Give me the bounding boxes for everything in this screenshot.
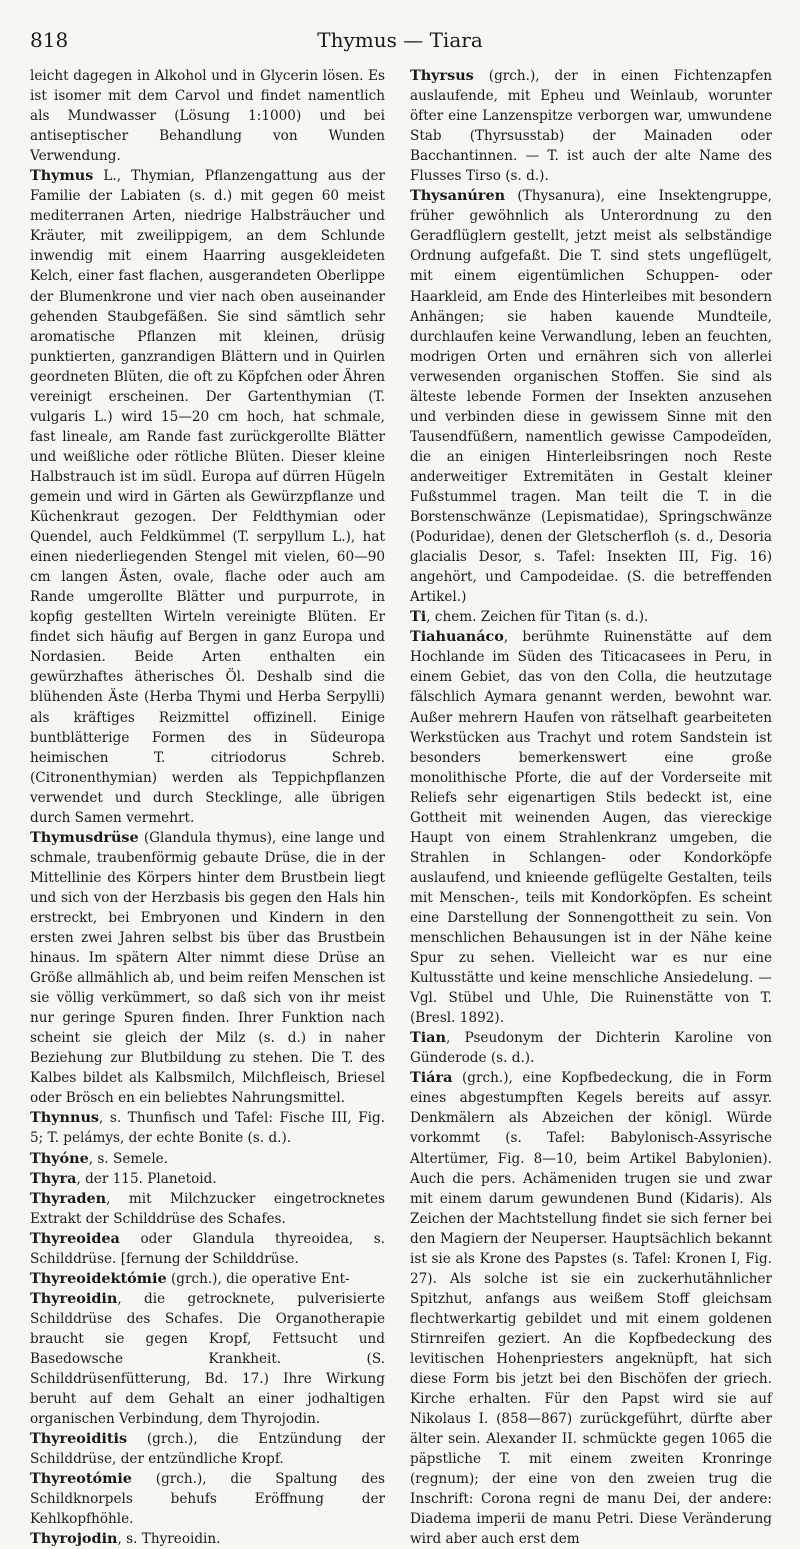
entry	[30, 828, 385, 1109]
entry-body: , s. Semele.	[88, 1150, 169, 1167]
entry-headword: Thyreoidektómie	[30, 1269, 167, 1287]
entry-headword: Tiára	[410, 1069, 453, 1087]
entry-body: , s. Thyreoidin.	[117, 1531, 221, 1548]
entry	[410, 186, 772, 607]
entry	[30, 1169, 385, 1189]
entry-body: , die getrocknete, pulverisierte Schilddrüse des Schafes. Die Organotherapie braucht sie gegen Kropf, Fettsucht und Basedowsche Krankheit. (S. Schilddrüsenfütterung, Bd. 17.) Ihre Wirkung beruht auf dem Gehalt an einer jodhaltigen organischen Verbindung, dem Thyrojodin.	[30, 1290, 385, 1428]
entry-body: (grch.), der in einen Fichtenzapfen auslaufende, mit Epheu und Weinlaub, worunter öfter eine Lanzenspitze verborgen war, umwundene Stab (Thyrsusstab) der Mainaden oder Bacchantinnen. — T. ist auch der alte Name des Flusses Tirso (s. d.).	[410, 68, 772, 185]
entry-headword: Thysanúren	[410, 187, 506, 205]
entry	[30, 1269, 385, 1289]
entry-body: , mit Milchzucker eingetrocknetes Extrakt der Schilddrüse des Schafes.	[30, 1190, 385, 1227]
entry-headword: Thyrojodin	[30, 1530, 118, 1548]
entry	[410, 607, 772, 627]
entry	[30, 1289, 385, 1429]
entry-headword: Thynnus	[30, 1109, 100, 1127]
entry-headword: Thyra	[30, 1169, 77, 1187]
entry-body: (grch.), die Entzündung der Schilddrüse, der entzündliche Kropf.	[30, 1431, 385, 1468]
entry-headword: Thymusdrüse	[30, 828, 139, 846]
entry-body: oder Glandula thyreoidea, s. Schilddrüse. [fernung der Schilddrüse.	[30, 1230, 386, 1267]
entry-headword: Ti	[410, 608, 427, 626]
entry	[30, 1469, 385, 1529]
entry-body: (grch.), die Spaltung des Schildknorpels behufs Eröffnung der Kehlkopfhöhle.	[30, 1471, 385, 1528]
entry-headword: Thyraden	[30, 1189, 107, 1207]
entry	[30, 166, 385, 828]
entry-headword: Thyrsus	[410, 67, 474, 84]
entry-body: L., Thymian, Pflanzengattung aus der Familie der Labiaten (s. d.) mit gegen 60 meist mediterranen Arten, niedrige Halbsträucher und Kräuter, mit zweilippigem, an dem Schlunde inwendig mit einem Haarring ausgekleideten Kelch, einer fast flachen, ausgerandeten Oberlippe der Blumenkrone und vier nach oben auseinander gehenden Staubgefäßen. Sie sind sämtlich sehr aromatische Pflanzen mit kleinen, drüsig punktierten, ganzrandigen Blättern und in Quirlen geordneten Blüten, die oft zu Köpfchen oder Ähren vereinigt erscheinen. Der Gartenthymian (T. vulgaris L.) wird 15—20 cm hoch, hat schmale, fast lineale, am Rande fast zurückgerollte Blätter und weißliche oder rötliche Blüten. Dieser kleine Halbstrauch ist im südl. Europa auf dürren Hügeln gemein und wird in Gärten als Gewürzpflanze und Küchenkraut gezogen. Der Feldthymian oder Quendel, auch Feldkümmel (T. serpyllum L.), hat einen niederliegenden Stengel mit vielen, 60—90 cm langen Ästen, ovale, flache oder auch am Rande umgerollte Blätter und purpurrote, in kopfig gestellten Wirteln vereinigte Blüten. Er findet sich häufig auf Bergen in ganz Europa und Nordasien. Beide Arten enthalten ein gewürzhaftes ätherisches Öl. Deshalb sind die blühenden Äste (Herba Thymi und Herba Serpylli) als kräftiges Reizmittel offizinell. Einige buntblätterige Formen des in Südeuropa heimischen T. citriodorus Schreb. (Citronenthymian) werden als Teppichpflanzen verwendet und durch Stecklinge, alle übrigen durch Samen vermehrt.	[30, 168, 386, 826]
entry	[30, 1108, 385, 1148]
right-column	[410, 66, 772, 1549]
entry	[410, 627, 772, 1028]
entry-headword: Thyreoiditis	[30, 1430, 128, 1448]
entry	[410, 1028, 772, 1068]
entry	[410, 1068, 772, 1549]
running-title: Thymus — Tiara	[317, 28, 483, 52]
entry	[30, 1229, 385, 1269]
entry-body: leicht dagegen in Alkohol und in Glycerin lösen. Es ist isomer mit dem Carvol und findet namentlich als Mundwasser (Lösung 1:1000) und bei antiseptischer Behandlung von Wunden Verwendung.	[30, 68, 385, 165]
entry-body: , Pseudonym der Dichterin Karoline von Günderode (s. d.).	[410, 1030, 772, 1067]
entry	[30, 1149, 385, 1169]
entry	[30, 1429, 385, 1469]
entry-headword: Thymus	[30, 167, 94, 185]
left-column	[30, 66, 385, 1549]
entry	[30, 1529, 385, 1549]
entry-body: , berühmte Ruinenstätte auf dem Hochlande im Süden des Titicacasees in Peru, in einem Gebiet, das von den Colla, die heutzutage fälschlich Aymara genannt werden, bewohnt war. Außer mehrern Haufen von rätselhaft gearbeiteten Werkstücken aus Trachyt und rotem Sandstein ist besonders bemerkenswert eine große monolithische Pforte, die auf der Vorderseite mit Reliefs sehr eigenartigen Stils bedeckt ist, eine Gottheit mit weinenden Augen, das viereckige Haupt von einem Strahlenkranz umgeben, die Strahlen in Schlangen- oder Kondorköpfe auslaufend, und knieende geflügelte Gestalten, teils mit Menschen-, teils mit Kondorköpfen. Es scheint eine Darstellung der Sonnengottheit zu sein. Von menschlichen Behausungen ist in der Nähe keine Spur zu sehen. Vielleicht war es nur eine Kultusstätte und keine menschliche Ansiedelung. — Vgl. Stübel und Uhle, Die Ruinenstätte von T. (Bresl. 1892).	[410, 629, 772, 1027]
entry-headword: Thyóne	[30, 1149, 89, 1167]
page-header	[30, 18, 770, 52]
entry	[410, 66, 772, 186]
entry-body: (Glandula thymus), eine lange und schmale, traubenförmig gebaute Drüse, die in der Mittellinie des Körpers hinter dem Brustbein liegt und sich von der Herzbasis bis gegen den Hals hin erstreckt, bei Embryonen und Kindern in den ersten zwei Jahren selbst bis über das Brustbein hinaus. Im spätern Alter nimmt diese Drüse an Größe allmählich ab, und beim reifen Menschen ist sie völlig verkümmert, so daß sich von ihr meist nur geringe Spuren finden. Ihrer Funktion nach scheint sie gleich der Milz (s. d.) in naher Beziehung zur Blutbildung zu stehen. Die T. des Kalbes bildet als Kalbsmilch, Milchfleisch, Briesel oder Brösch en ein beliebtes Nahrungsmittel.	[30, 829, 385, 1107]
entry-body: , chem. Zeichen für Titan (s. d.).	[426, 609, 649, 626]
entry-body: (grch.), eine Kopfbedeckung, die in Form eines abgestumpften Kegels bereits auf assyr. Denkmälern als Abzeichen der königl. Würde vorkommt (s. Tafel: Babylonisch-Assyrische Altertümer, Fig. 8—10, beim Artikel Babylonien). Auch die pers. Achämeniden trugen sie und zwar mit einem darum gewundenen Bund (Kidaris). Als Zeichen der Machtstellung findet sie sich ferner bei den Magiern der Neuperser. Hauptsächlich bekannt ist sie als Krone des Papstes (s. Tafel: Kronen I, Fig. 27). Als solche ist sie ein zuckerhutähnlicher Spitzhut, anfangs aus weißem Stoff gleichsam flechtwerkartig gebildet und mit einem goldenen Stirnreifen geziert. An die Kopfbedeckung des levitischen Hohenpriesters angeknüpft, hat sich diese Form bis jetzt bei den Bischöfen der griech. Kirche erhalten. Für den Papst wird sie auf Nikolaus I. (858—867) zurückgeführt, dürfte aber älter sein. Alexander II. schmückte gegen 1065 die päpstliche T. mit einem zweiten Kronringe (regnum); der eine von den zweien trug die Inschrift: Corona regni de manu Dei, der andere: Diadema imperii de manu Petri. Diese Veränderung wird aber auch erst dem	[410, 1070, 772, 1548]
entry-headword: Thyreoidin	[30, 1289, 118, 1307]
entry-headword: Thyreotómie	[30, 1470, 132, 1488]
entry-headword: Tian	[410, 1029, 446, 1047]
entry-body: , der 115. Planetoid.	[76, 1170, 217, 1187]
entry	[30, 66, 385, 166]
entry-body: (Thysanura), eine Insektengruppe, früher gewöhnlich als Unterordnung zu den Geradflüglern gestellt, jetzt meist als selbständige Ordnung aufgefaßt. Die T. sind stets ungeflügelt, mit einem eigentümlichen Schuppen- oder Haarkleid, am Ende des Hinterleibes mit besondern Anhängen; sie haben kauende Mundteile, durchlaufen keine Verwandlung, leben an feuchten, modrigen Orten und ernähren sich von allerlei verwesenden organischen Stoffen. Sie sind als älteste lebende Formen der Insekten anzusehen und verbinden diese in gewissem Sinne mit den Tausendfüßern, namentlich gewisse Campodeïden, die an einigen Hinterleibsringen noch Reste anderweitiger Extremitäten in Gestalt kleiner Fußstummel tragen. Man teilt die T. in die Borstenschwänze (Lepismatidae), Springschwänze (Poduridae), denen der Gletscherfloh (s. d., Desoria glacialis Desor, s. Tafel: Insekten III, Fig. 16) angehört, und Campodeidae. (S. die betreffenden Artikel.)	[410, 188, 773, 606]
entry-headword: Tiahuanáco	[410, 628, 504, 646]
entry-body: , s. Thunfisch und Tafel: Fische III, Fig. 5; T. pelámys, der echte Bonite (s. d.).	[30, 1110, 385, 1147]
entry-headword: Thyreoidea	[30, 1229, 120, 1247]
page-number: 818	[30, 28, 69, 52]
entry	[30, 1189, 385, 1229]
entry-body: (grch.), die operative Ent-	[170, 1270, 350, 1287]
